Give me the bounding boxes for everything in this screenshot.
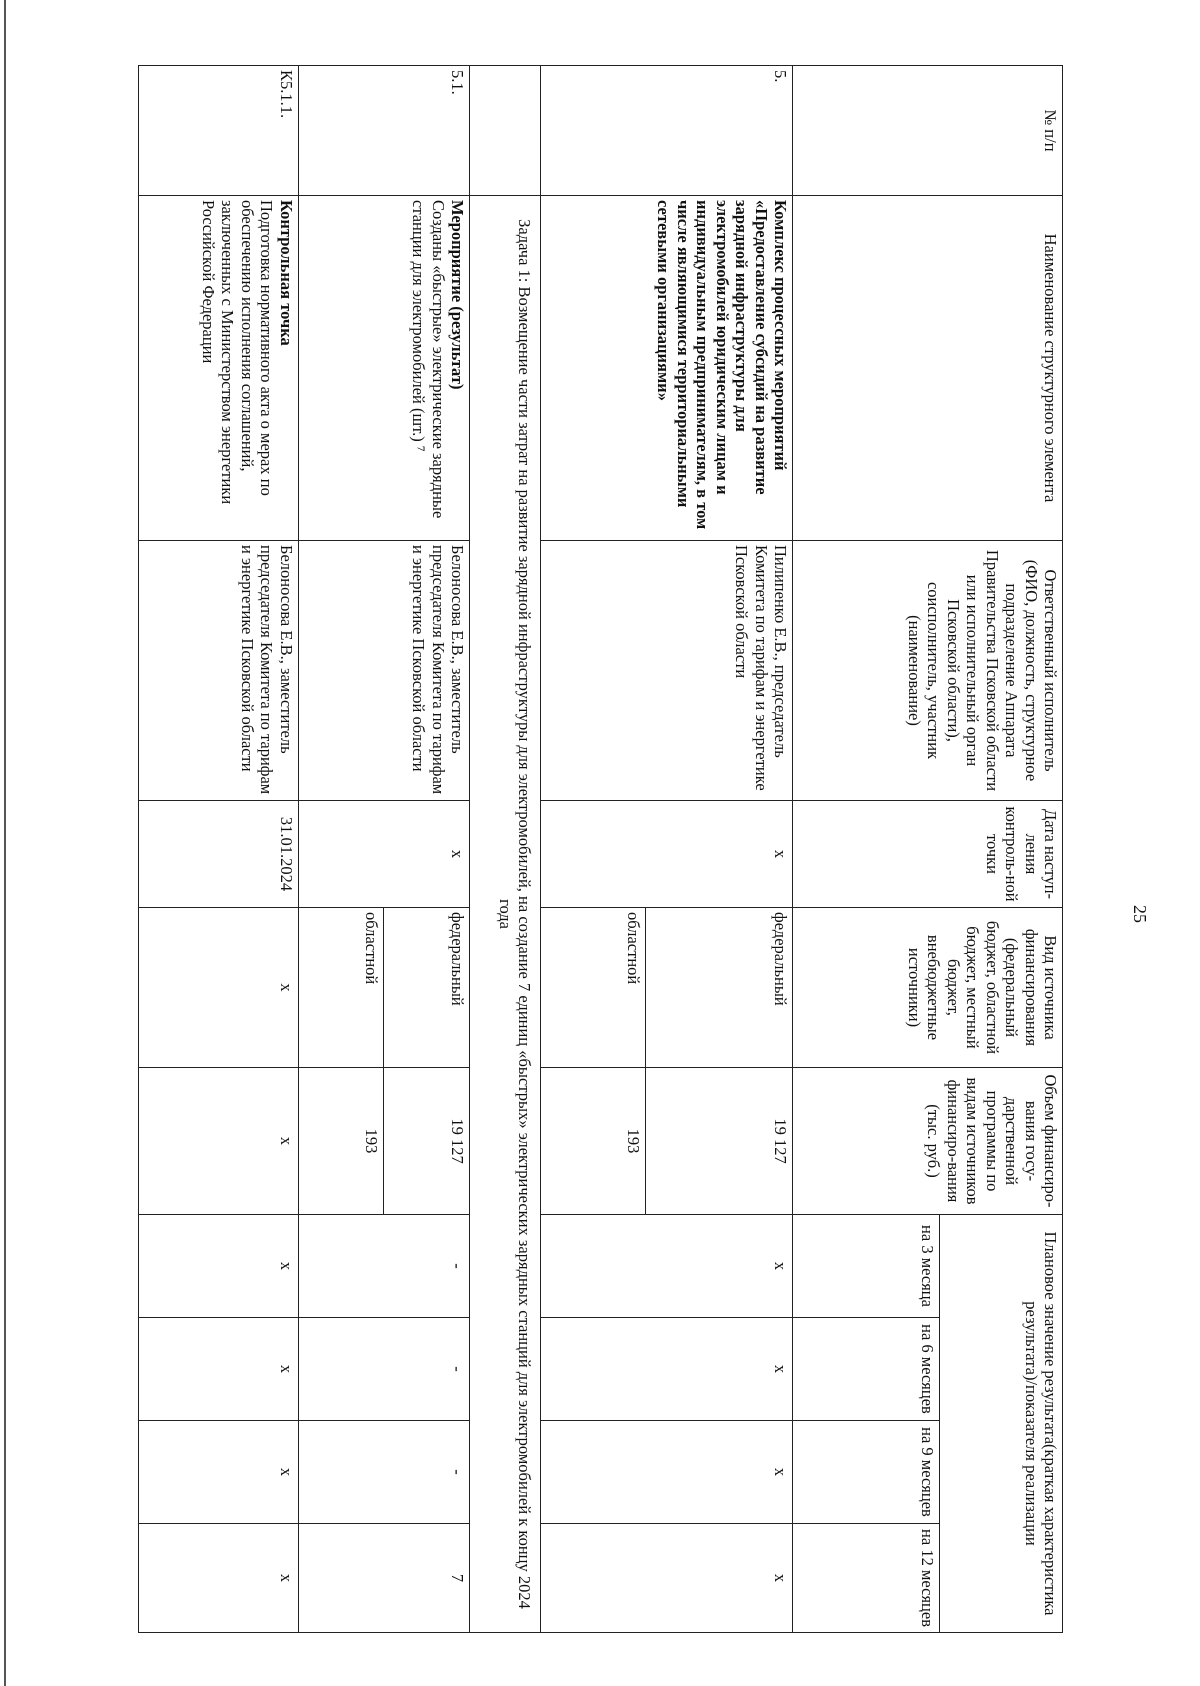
page-number: 25	[1130, 905, 1150, 923]
rowK-resp: Белоносова Е.В., заместитель председателя Комитета по тарифам и энергетике Псковской области	[139, 541, 299, 801]
header-m3: на 3 месяца	[793, 1215, 940, 1318]
row51-name-bold: Мероприятие (результат)	[448, 200, 468, 390]
row51-num: 5.1.	[298, 66, 470, 196]
row5-m12: x	[541, 1524, 793, 1633]
row5-date: x	[541, 801, 793, 908]
rowK-num: К5.1.1.	[139, 66, 299, 196]
rowK-m9: x	[139, 1421, 299, 1524]
row5-src1: федеральный	[645, 908, 792, 1068]
row51-m3: -	[298, 1215, 470, 1318]
rowK-date: 31.01.2024	[139, 801, 299, 908]
row51-src1: федеральный	[384, 908, 470, 1068]
header-m9: на 9 месяцев	[793, 1421, 940, 1524]
row5-m9: x	[541, 1421, 793, 1524]
row5-vol1: 19 127	[645, 1068, 792, 1215]
row51-m6: -	[298, 1318, 470, 1421]
rotated-table-container	[138, 65, 1063, 1632]
rowK-m12: x	[139, 1524, 299, 1633]
binding-edge	[4, 0, 6, 1686]
row5-m6: x	[541, 1318, 793, 1421]
row5-name: Комплекс процессных мероприятий «Предоставление субсидий на развитие зарядной инфраструктуры для электромобилей юридическим лицам и индивидуальным предпринимателям, в том числе являющимися территориальными сетевыми организациями»	[541, 196, 793, 541]
task-row: Задача 1: Возмещение части затрат на развитие зарядной инфраструктуры для электромобилей, на создание 7 единиц «быстрых» электрических зарядных станций для электромобилей к концу 2024 года	[470, 196, 541, 1633]
header-name: Наименование структурного элемента	[793, 196, 1063, 541]
header-date: Дата наступ-ления контроль-ной точки	[793, 801, 1063, 908]
row5-m3: x	[541, 1215, 793, 1318]
rowK-name-cell	[139, 196, 299, 541]
row5-vol2: 193	[541, 1068, 645, 1215]
header-m12: на 12 месяцев	[793, 1524, 940, 1633]
row51-src2: областной	[298, 908, 384, 1068]
row5-num: 5.	[541, 66, 793, 196]
header-resp: Ответственный исполнитель (ФИО, должность, структурное подразделение Аппарата Правительства Псковской области или исполнительный орган Псковской области), соисполнитель, участник (наименование)	[793, 541, 1063, 801]
rowK-name-bold: Контрольная точка	[276, 200, 296, 346]
header-vol: Объем финансиро-вания госу-дарственной программы по видам источников финансиро-вания (тыс. руб.)	[793, 1068, 1063, 1215]
rowK-src: x	[139, 908, 299, 1068]
row51-vol1: 19 127	[384, 1068, 470, 1215]
row51-vol2: 193	[298, 1068, 384, 1215]
header-src: Вид источника финансирования (федеральный бюджет, областной бюджет, местный бюджет, внебюджетные источники)	[793, 908, 1063, 1068]
row51-m9: -	[298, 1421, 470, 1524]
rowK-m3: x	[139, 1215, 299, 1318]
rowK-name: Подготовка нормативного акта о мерах по обеспечению исполнения соглашений, заключенных с Министерством энергетики Российской Федерации	[198, 200, 277, 505]
row5-resp: Пилипенко Е.В., председатель Комитета по тарифам и энергетике Псковской области	[541, 541, 793, 801]
row51-date: x	[298, 801, 470, 908]
rowK-vol: x	[139, 1068, 299, 1215]
row51-name: Созданы «быстрые» электрические зарядные станции для электромобилей (шт.) ⁷	[409, 200, 448, 519]
structure-table	[138, 65, 1063, 1633]
task-num-cell	[470, 66, 541, 196]
row51-m12: 7	[298, 1524, 470, 1633]
header-plan: Плановое значение результата(краткая характеристика результата)/показателя реализации	[940, 1215, 1063, 1633]
row51-resp: Белоносова Е.В., заместитель председателя Комитета по тарифам и энергетике Псковской области	[298, 541, 470, 801]
row51-name-cell	[298, 196, 470, 541]
row5-src2: областной	[541, 908, 645, 1068]
header-m6: на 6 месяцев	[793, 1318, 940, 1421]
header-num: № п/п	[793, 66, 1063, 196]
rowK-m6: x	[139, 1318, 299, 1421]
